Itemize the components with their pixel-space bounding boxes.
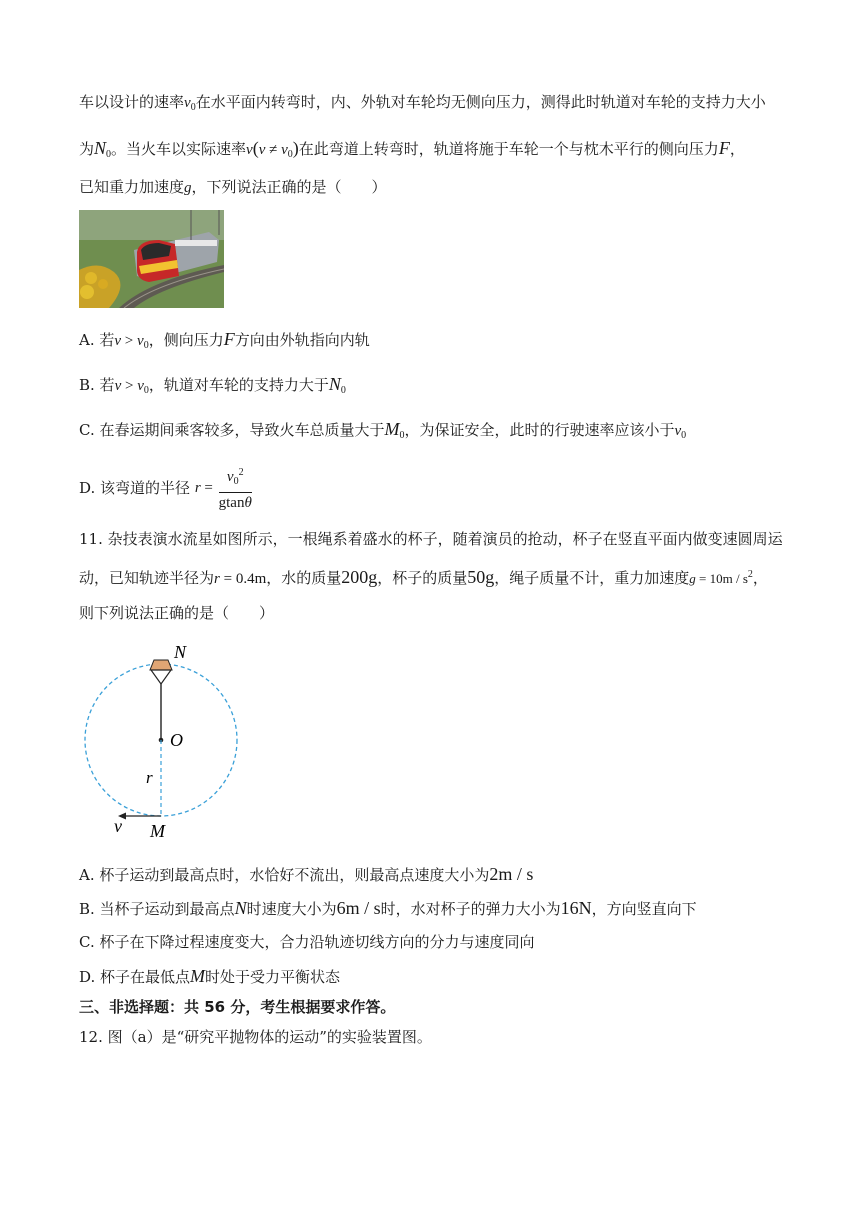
label-N: N [174, 642, 187, 662]
q11-line1: 11. 杂技表演水流星如图所示，一根绳系着盛水的杯子，随着演员的抢动，杯子在竖直平面内做变速圆周运 [79, 530, 783, 548]
q11-option-a: A. 杯子运动到最高点时，水恰好不流出，则最高点速度大小为2m / s [79, 864, 534, 884]
q10-line2: 为$N_0$。当火车以实际速率$v(v \ne v_0)$在此弯道上转弯时，轨道将施于车轮一个与枕木平行的侧向压力F， [79, 138, 745, 160]
q11-option-c: C. 杯子在下降过程速度变大，合力沿轨迹切线方向的分力与速度同向 [79, 933, 535, 951]
cup-icon [150, 660, 172, 670]
label-r: r [146, 768, 153, 787]
label-O: O [170, 730, 183, 750]
q11-line3: 则下列说法正确的是（ ） [79, 604, 275, 622]
water-meteor-diagram [78, 640, 258, 840]
q10-line3: 已知重力加速度g，下列说法正确的是（ ） [79, 178, 387, 196]
q11-line2: 动，已知轨迹半径为r = 0.4m，水的质量200g，杯子的质量50g，绳子质量不计，重力加速度$g = 10m / s^2$， [79, 567, 768, 587]
radius-formula: $\frac{v_0^2}{gtan\theta}$ [219, 464, 252, 512]
q10-option-d: D. 该弯道的半径 r = $\frac{v_0^2}{gtan\theta}$ [79, 464, 254, 512]
q11-option-d: D. 杯子在最低点M时处于受力平衡状态 [79, 966, 341, 986]
q10-option-c: C. 在春运期间乘客较多，导致火车总质量大于$M_0$，为保证安全，此时的行驶速率应该小于$v_0$ [79, 419, 687, 441]
q11-option-b: B. 当杯子运动到最高点N时速度大小为6m / s时，水对杯子的弹力大小为16N，方向竖直向下 [79, 898, 697, 918]
train-photo [79, 210, 224, 308]
label-M: M [150, 821, 165, 840]
q12-line1: 12. 图（a）是“研究平抛物体的运动”的实验装置图。 [79, 1028, 432, 1046]
q10-option-b: B. 若$v > v_0$，轨道对车轮的支持力大于$N_0$ [79, 374, 346, 396]
section-heading: 三、非选择题：共 56 分，考生根据要求作答。 [79, 998, 396, 1016]
q10-line1: 车以设计的速率$v_0$在水平面内转弯时，内、外轨对车轮均无侧向压力，测得此时轨道对车轮的支持力大小 [79, 93, 766, 113]
q10-option-a: A. 若$v > v_0$，侧向压力F方向由外轨指向内轨 [79, 329, 370, 351]
label-v: v [114, 816, 122, 836]
